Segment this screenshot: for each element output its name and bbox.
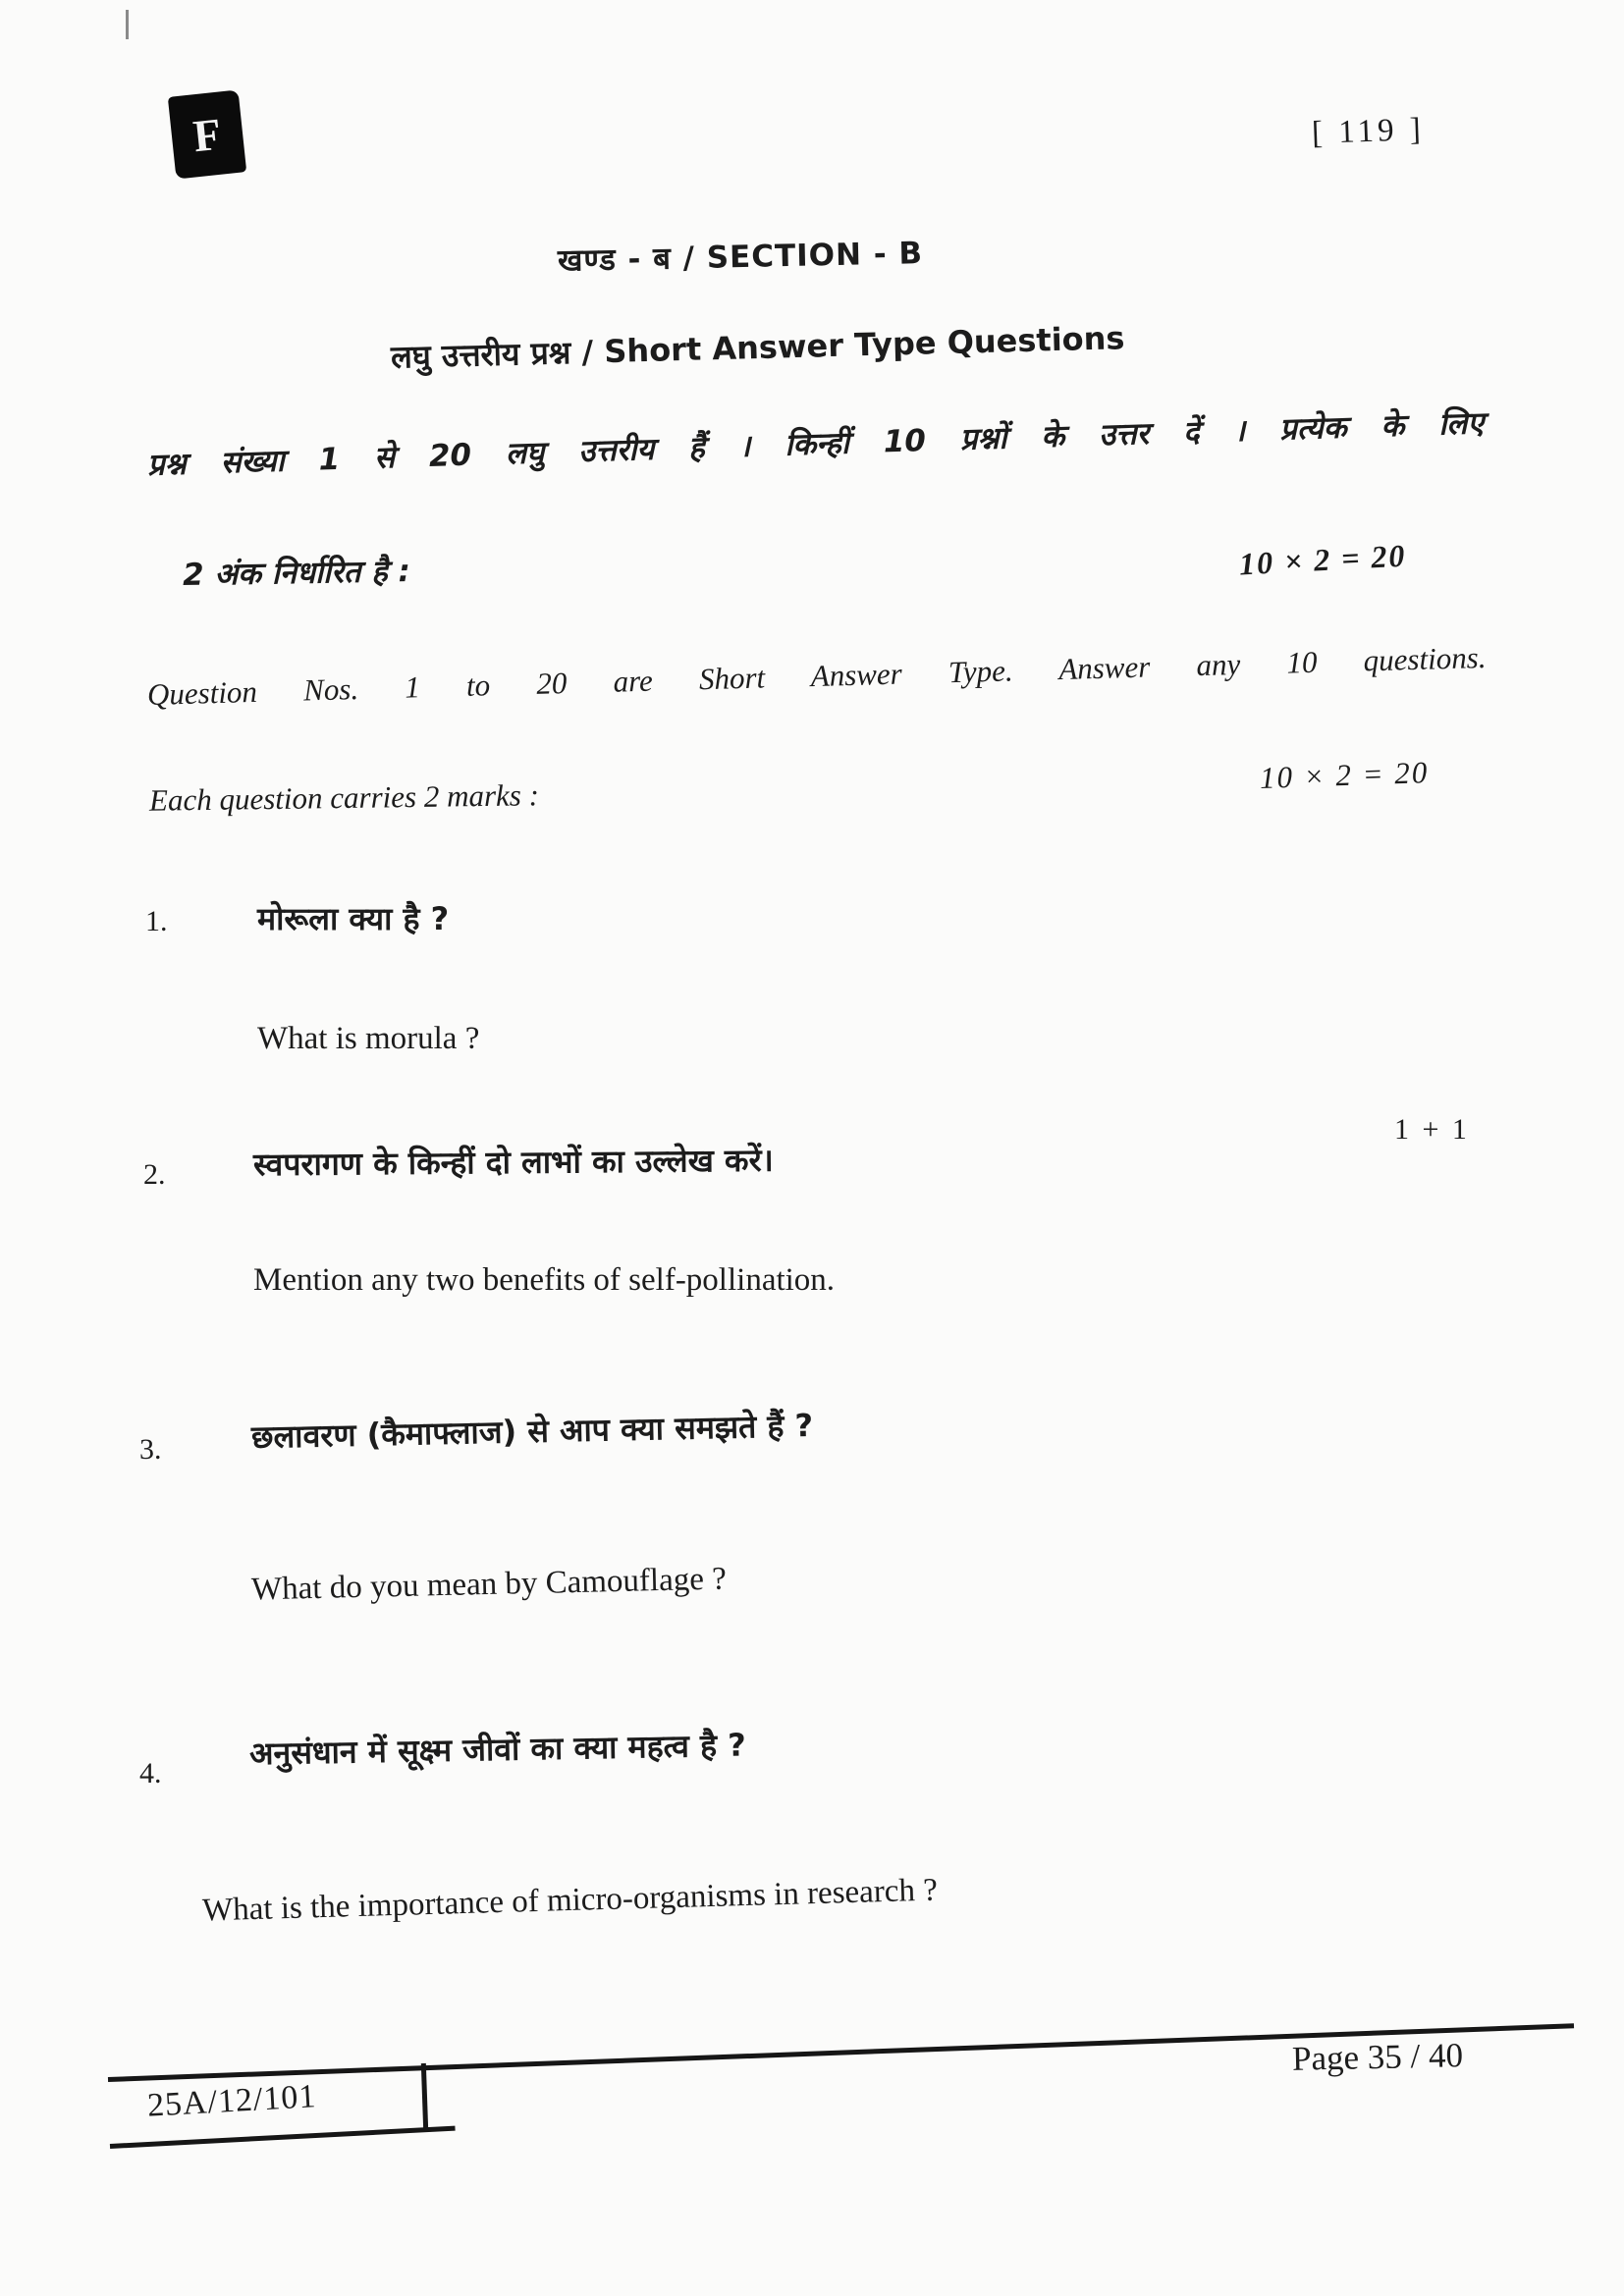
footer-code-box-bottom-rule	[110, 2126, 456, 2149]
instructions-english-line1: Question Nos. 1 to 20 are Short Answer Type. Answer any 10 questions.	[146, 639, 1487, 712]
instructions-english-line2: Each question carries 2 marks :	[148, 777, 540, 818]
question-2-english: Mention any two benefits of self-pollination.	[253, 1262, 836, 1298]
question-4-hindi: अनुसंधान में सूक्ष्म जीवों का क्या महत्व है ?	[248, 1726, 747, 1773]
scan-artifact-tick	[126, 10, 129, 39]
page-indicator: Page 35 / 40	[1291, 2036, 1464, 2078]
booklet-code-badge	[168, 89, 246, 179]
question-3-english: What do you mean by Camouflage ?	[250, 1561, 728, 1608]
question-2-hindi: स्वपरागण के किन्हीं दो लाभों का उल्लेख करें।	[252, 1141, 774, 1184]
question-4-number: 4.	[139, 1757, 162, 1789]
question-3-hindi: छलावरण (कैमाफ्लाज) से आप क्या समझते हैं ?	[250, 1407, 814, 1456]
section-title: खण्ड - ब / SECTION - B	[557, 236, 924, 279]
question-2-number: 2.	[143, 1158, 166, 1191]
question-1-english: What is morula ?	[257, 1021, 480, 1056]
question-2-marks: 1 + 1	[1394, 1113, 1470, 1146]
marks-scheme-hindi: 10 × 2 = 20	[1238, 537, 1408, 582]
footer-code-box-right-rule	[421, 2063, 428, 2130]
section-subtitle: लघु उत्तरीय प्रश्न / Short Answer Type Questions	[390, 319, 1125, 376]
question-3-number: 3.	[139, 1433, 162, 1466]
marks-scheme-english: 10 × 2 = 20	[1259, 755, 1430, 795]
question-1-hindi: मोरूला क्या है ?	[257, 900, 450, 937]
question-1-number: 1.	[145, 905, 168, 937]
page-ref: [ 119 ]	[1311, 112, 1426, 151]
footer-code: 25A/12/101	[146, 2078, 318, 2124]
question-4-english: What is the importance of micro-organisms in research ?	[201, 1872, 939, 1929]
instructions-hindi-line2: 2 अंक निर्धारित है :	[182, 553, 411, 594]
instructions-hindi-line1: प्रश्न संख्या 1 से 20 लघु उत्तरीय हैं । किन्हीं 10 प्रश्नों के उत्तर दें । प्रत्येक के लिए	[146, 405, 1485, 483]
booklet-code-label: F	[190, 108, 224, 161]
